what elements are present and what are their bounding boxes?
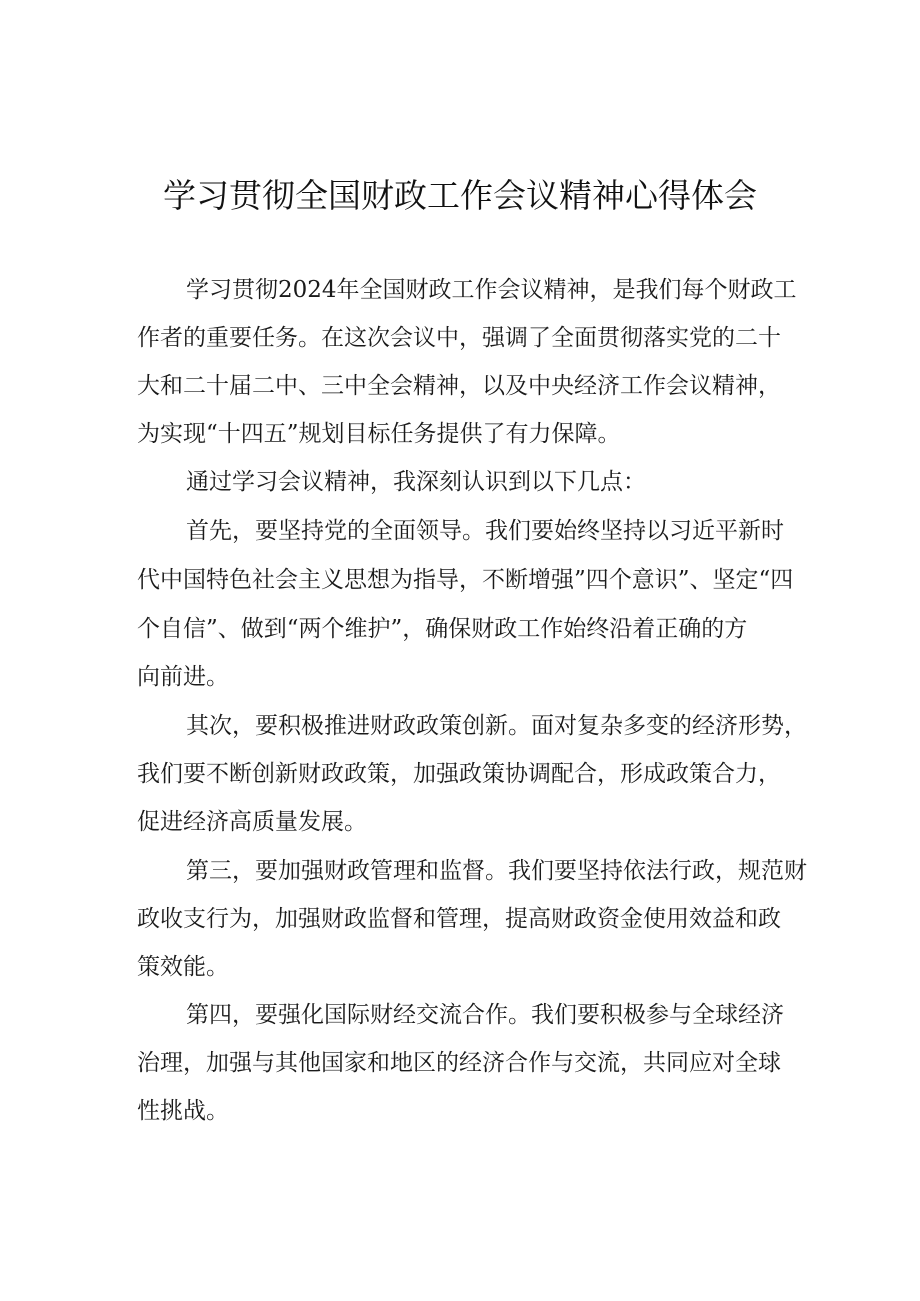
paragraph-3-line-2: 代中国特色社会主义思想为指导，不断增强”四个意识”、坚定“四 <box>137 567 794 593</box>
paragraph-3-line-4: 向前进。 <box>137 664 229 690</box>
paragraph-5-line-3: 策效能。 <box>137 954 229 980</box>
paragraph-4-line-3: 促进经济高质量发展。 <box>137 809 367 835</box>
paragraph-4-line-1: 其次，要积极推进财政政策创新。面对复杂多变的经济形势， <box>186 713 807 739</box>
paragraph-6-line-1: 第四，要强化国际财经交流合作。我们要积极参与全球经济 <box>186 1002 784 1028</box>
paragraph-5-line-2: 政收支行为，加强财政监督和管理，提高财政资金使用效益和政 <box>137 906 781 932</box>
paragraph-3-line-1: 首先，要坚持党的全面领导。我们要始终坚持以习近平新时 <box>186 518 784 544</box>
paragraph-3-line-3: 个自信”、做到“两个维护”，确保财政工作始终沿着正确的方 <box>137 616 748 642</box>
paragraph-1-line-4: 为实现“十四五”规划目标任务提供了有力保障。 <box>137 421 621 447</box>
document-title: 学习贯彻全国财政工作会议精神心得体会 <box>163 176 757 215</box>
paragraph-2-line-1: 通过学习会议精神，我深刻认识到以下几点： <box>186 469 646 495</box>
paragraph-5-line-1: 第三，要加强财政管理和监督。我们要坚持依法行政，规范财 <box>186 858 807 884</box>
paragraph-1-line-3: 大和二十届二中、三中全会精神，以及中央经济工作会议精神， <box>137 373 781 399</box>
paragraph-1-line-1: 学习贯彻2024年全国财政工作会议精神，是我们每个财政工 <box>186 277 797 303</box>
paragraph-4-line-2: 我们要不断创新财政政策，加强政策协调配合，形成政策合力， <box>137 761 781 787</box>
paragraph-1-line-2: 作者的重要任务。在这次会议中，强调了全面贯彻落实党的二十 <box>137 325 781 351</box>
paragraph-6-line-2: 治理，加强与其他国家和地区的经济合作与交流，共同应对全球 <box>137 1050 781 1076</box>
paragraph-6-line-3: 性挑战。 <box>137 1098 229 1124</box>
